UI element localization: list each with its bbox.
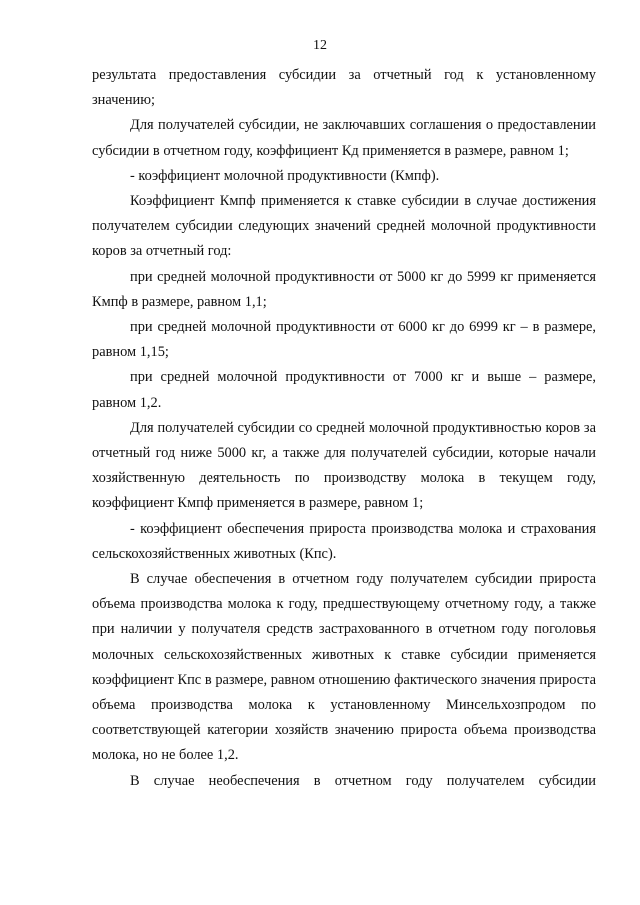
paragraph: - коэффициент молочной продуктивности (Кмпф). <box>130 167 440 184</box>
paragraph: - коэффициент обеспечения прироста производства молока и страхования сельскохозяйственных животных (Кпс). <box>92 520 596 562</box>
paragraph: Для получателей субсидии со средней молочной продуктивностью коров за отчетный год ниже 5000 кг, а также для получателей субсидии, которые начали хозяйственную деятельность по производству молока в текущем году, коэффициент Кмпф применяется в размере, равном 1; <box>92 419 596 512</box>
paragraph: при средней молочной продуктивности от 6000 кг до 6999 кг – в размере, равном 1,15; <box>92 319 596 361</box>
document-body <box>92 63 596 794</box>
paragraph: Коэффициент Кмпф применяется к ставке субсидии в случае достижения получателем субсидии следующих значений средней молочной продуктивности коров за отчетный год: <box>92 193 596 260</box>
paragraph: результата предоставления субсидии за отчетный год к установленному значению; <box>92 67 596 109</box>
paragraph: при средней молочной продуктивности от 7000 кг и выше – размере, равном 1,2. <box>92 369 596 411</box>
paragraph: при средней молочной продуктивности от 5000 кг до 5999 кг применяется Кмпф в размере, равном 1,1; <box>92 268 596 310</box>
paragraph: Для получателей субсидии, не заключавших соглашения о предоставлении субсидии в отчетном году, коэффициент Кд применяется в размере, равном 1; <box>92 117 596 159</box>
page-number: 12 <box>313 38 327 53</box>
paragraph: В случае обеспечения в отчетном году получателем субсидии прироста объема производства молока к году, предшествующему отчетному году, а также при наличии у получателя средств застрахованного в отчетном году поголовья молочных сельскохозяйственных животных к ставке субсидии применяется коэффициент Кпс в размере, равном отношению фактического значения прироста объема производства молока к установленному Минсельхозпродом по соответствующей категории хозяйств значению прироста объема производства молока, но не более 1,2. <box>92 571 596 764</box>
paragraph: В случае необеспечения в отчетном году получателем субсидии <box>130 772 596 789</box>
